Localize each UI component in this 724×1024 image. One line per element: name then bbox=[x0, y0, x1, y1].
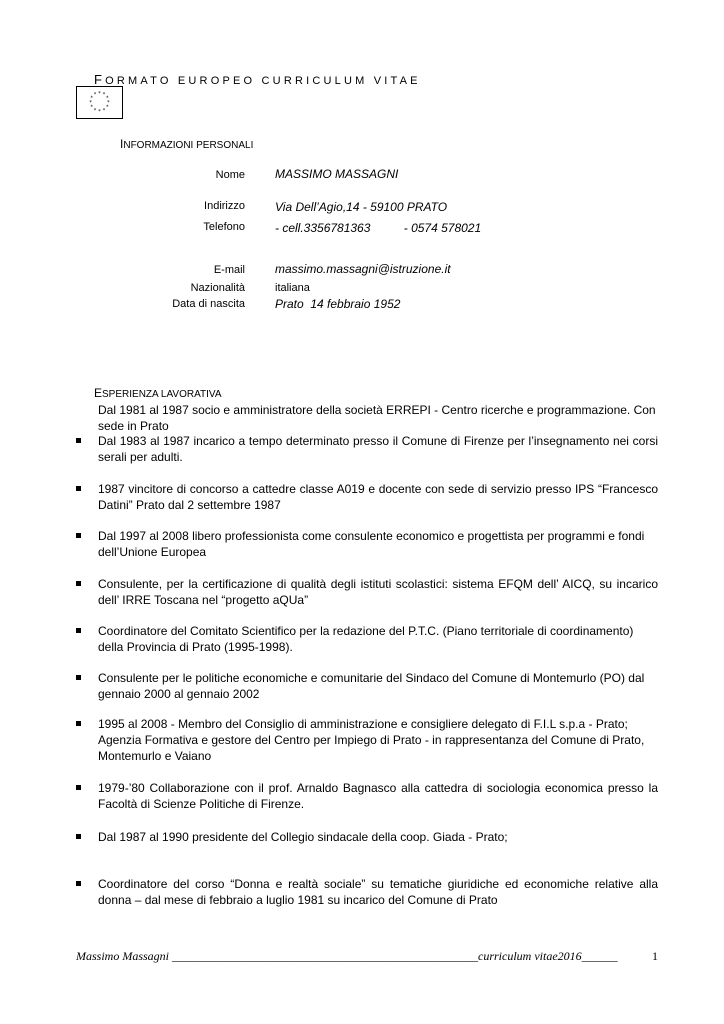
work-experience-heading bbox=[94, 386, 222, 400]
page-number: 1 bbox=[652, 949, 658, 963]
email-label: E-mail bbox=[213, 264, 245, 276]
eu-stars-icon bbox=[77, 87, 122, 118]
document-title-initial: F bbox=[94, 72, 106, 87]
bullet-icon bbox=[76, 533, 81, 538]
bullet-icon bbox=[76, 486, 81, 491]
svg-text:*: * bbox=[89, 100, 92, 106]
list-item-text: Dal 1997 al 2008 libero professionista come consulente economico e progettista per programmi e fondi dell’Unione Europea bbox=[98, 529, 645, 559]
footer-text: Massimo Massagni ___________________________________________________curriculum vitae2016______ bbox=[76, 949, 618, 963]
list-item-text: 1979-’80 Collaborazione con il prof. Arnaldo Bagnasco alla cattedra di sociologia economica presso la Facoltà di Scienze Politiche di Firenze. bbox=[98, 781, 658, 811]
bullet-icon bbox=[76, 581, 81, 586]
svg-text:*: * bbox=[90, 95, 94, 102]
phone-value: - cell.3356781363 - 0574 578021 bbox=[275, 221, 482, 235]
birth-date-value: Prato 14 febbraio 1952 bbox=[275, 297, 401, 311]
svg-text:*: * bbox=[93, 92, 97, 99]
birth-date-label: Data di nascita bbox=[172, 298, 245, 310]
work-experience-heading-initial: E bbox=[94, 386, 103, 400]
bullet-icon bbox=[76, 834, 81, 839]
list-item-text: Coordinatore del Comitato Scientifico per la redazione del P.T.C. (Piano territoriale di coordinamento) della Provincia di Prato (1995-1998). bbox=[98, 624, 634, 654]
document-title bbox=[94, 72, 421, 87]
personal-info-heading-initial: I bbox=[120, 137, 124, 151]
bullet-icon bbox=[76, 721, 81, 726]
svg-text:*: * bbox=[107, 100, 110, 106]
nationality-label: Nazionalità bbox=[190, 282, 245, 294]
svg-text:*: * bbox=[98, 91, 101, 97]
eu-flag-logo bbox=[76, 86, 123, 119]
list-item-text: Dal 1987 al 1990 presidente del Collegio sindacale della coop. Giada - Prato; bbox=[98, 830, 508, 844]
document-title-rest: ORMATO EUROPEO CURRICULUM VITAE bbox=[105, 75, 421, 87]
svg-text:*: * bbox=[102, 92, 106, 99]
list-item-text: Dal 1983 al 1987 incarico a tempo determinato presso il Comune di Firenze per l’insegnamento nei corsi serali per adulti. bbox=[98, 434, 658, 464]
bullet-icon bbox=[76, 438, 81, 443]
work-experience-heading-rest: SPERIENZA LAVORATIVA bbox=[102, 389, 222, 400]
page-footer bbox=[76, 949, 658, 964]
bullet-icon bbox=[76, 675, 81, 680]
personal-info-heading bbox=[120, 137, 253, 151]
work-experience-intro: Dal 1981 al 1987 socio e amministratore della società ERREPI - Centro ricerche e programmazione. Con sede in Prato bbox=[98, 403, 656, 433]
svg-text:*: * bbox=[105, 95, 109, 102]
list-item-text: Consulente per le politiche economiche e comunitarie del Sindaco del Comune di Montemurlo (PO) dal gennaio 2000 al gennaio 2002 bbox=[98, 671, 645, 701]
address-label: Indirizzo bbox=[204, 200, 245, 212]
bullet-icon bbox=[76, 785, 81, 790]
bullet-icon bbox=[76, 881, 81, 886]
name-value: MASSIMO MASSAGNI bbox=[275, 167, 399, 181]
list-item-text: 1995 al 2008 - Membro del Consiglio di amministrazione e consigliere delegato di F.I.L s.p.a - Prato; Agenzia Formativa e gestore del Centro per Impiego di Prato - in rappresentanza del Comune di Prato, Montemurlo e Vaiano bbox=[98, 717, 645, 763]
list-item-text: Coordinatore del corso “Donna e realtà sociale” su tematiche giuridiche ed economiche relative alla donna – dal mese di febbraio a luglio 1981 su incarico del Comune di Prato bbox=[98, 877, 658, 907]
svg-text:*: * bbox=[102, 107, 106, 114]
svg-text:*: * bbox=[98, 109, 101, 115]
phone-label: Telefono bbox=[203, 221, 245, 233]
nationality-value: italiana bbox=[275, 282, 310, 294]
bullet-icon bbox=[76, 628, 81, 633]
name-label: Nome bbox=[215, 169, 245, 181]
svg-text:*: * bbox=[105, 104, 109, 111]
svg-text:*: * bbox=[90, 104, 94, 111]
list-item-text: 1987 vincitore di concorso a cattedre classe A019 e docente con sede di servizio presso IPS “Francesco Datini” Prato dal 2 settembre 1987 bbox=[98, 482, 658, 512]
svg-text:*: * bbox=[93, 107, 97, 114]
list-item-text: Consulente, per la certificazione di qualità degli istituti scolastici: sistema EFQM dell’ AICQ, su incarico dell’ IRRE Toscana nel “progetto aQUa” bbox=[98, 577, 658, 607]
address-value: Via Dell’Agio,14 - 59100 PRATO bbox=[275, 200, 448, 214]
personal-info-heading-rest: NFORMAZIONI PERSONALI bbox=[123, 140, 254, 151]
email-value: massimo.massagni@istruzione.it bbox=[275, 262, 451, 276]
